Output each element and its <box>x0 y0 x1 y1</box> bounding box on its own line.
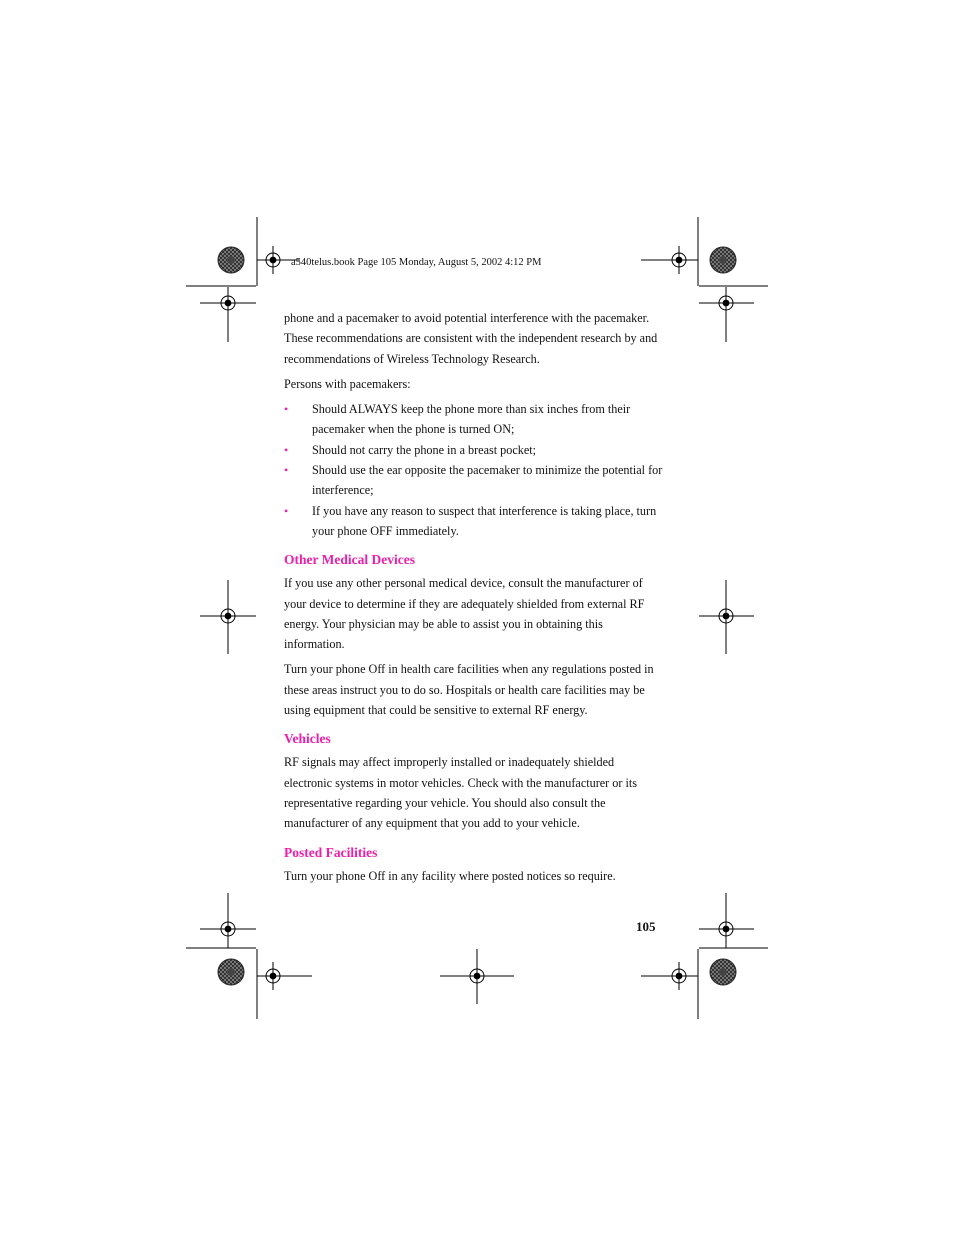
section-heading-posted-facilities: Posted Facilities <box>284 844 378 860</box>
bullet-icon: • <box>284 442 289 457</box>
bullet-icon: • <box>284 402 289 417</box>
pacemaker-list <box>284 399 664 541</box>
section-paragraph: If you use any other personal medical device, consult the manufacturer of your device to determine if they are adequately shielded from external RF energy. Your physician may be able to assist you in obtaining this information. <box>284 576 645 652</box>
list-item: • If you have any reason to suspect that interference is taking place, turn your phone OFF immediately. <box>284 501 664 542</box>
section-paragraph: Turn your phone Off in health care facilities when any regulations posted in these areas instruct you to do so. Hospitals or health care facilities may be using equipment that could be sensitive to external RF energy. <box>284 662 654 718</box>
section-heading-vehicles: Vehicles <box>284 731 331 747</box>
book-slug: a540telus.book Page 105 Monday, August 5, 2002 4:12 PM <box>291 257 542 268</box>
intro-paragraph: phone and a pacemaker to avoid potential interference with the pacemaker. These recommendations are consistent with the independent research by and recommendations of Wireless Technology Research. <box>284 311 658 366</box>
page-content <box>284 308 664 891</box>
list-item: • Should use the ear opposite the pacemaker to minimize the potential for interference; <box>284 460 664 501</box>
section-heading-other-medical-devices: Other Medical Devices <box>284 552 415 568</box>
pacemaker-lead-in: Persons with pacemakers: <box>284 376 411 391</box>
list-item: • Should not carry the phone in a breast pocket; <box>284 440 664 460</box>
list-item: • Should ALWAYS keep the phone more than six inches from their pacemaker when the phone is turned ON; <box>284 399 664 440</box>
section-paragraph: Turn your phone Off in any facility where posted notices so require. <box>284 868 616 883</box>
bullet-icon: • <box>284 503 289 518</box>
page-number: 105 <box>636 919 656 934</box>
section-paragraph: RF signals may affect improperly installed or inadequately shielded electronic systems in motor vehicles. Check with the manufacturer or its representative regarding your vehicle. You should also consult the manufacturer of any equipment that you add to your vehicle. <box>284 755 637 831</box>
bullet-icon: • <box>284 463 289 478</box>
